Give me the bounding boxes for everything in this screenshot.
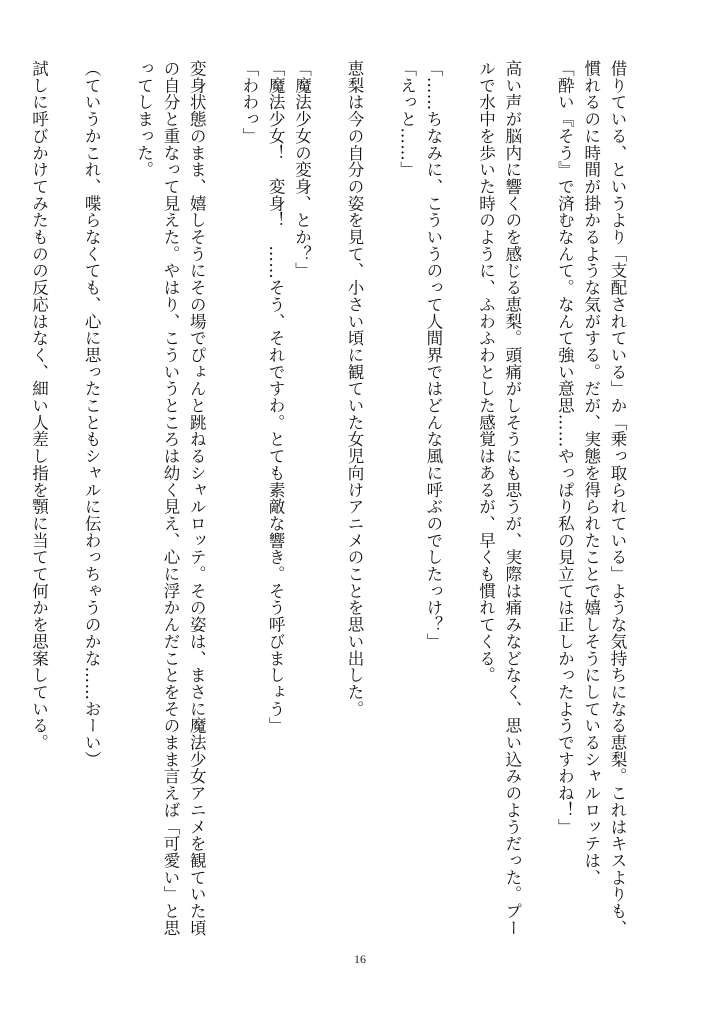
paragraph: 恵梨は今の自分の姿を見て、小さい頃に観ていた女児向けアニメのことを思い出した。 — [345, 60, 365, 718]
paragraph: 「魔法少女の変身、とか？」 — [292, 60, 312, 280]
paragraph: 「魔法少女！ 変身！ ……そう、それですわ。とても素敵な響き。そう呼びましょう」 — [266, 60, 286, 734]
blank-line — [51, 60, 77, 940]
blank-line — [525, 60, 551, 940]
vertical-body-text — [29, 60, 630, 940]
blank-line — [209, 60, 235, 940]
paragraph: 借りている、というより「支配されている」か「乗っ取られている」ような気持ちになる恵梨。これはキスよりも、慣れるのに時間が掛かるような気がする。だが、実態を得られたことで嬉しそうにしているシャルロッテは、 — [581, 60, 627, 937]
blank-line — [314, 60, 340, 940]
paragraph: 「わわっ」 — [239, 60, 259, 145]
paragraph: 「……ちなみに、こういうのって人間界ではどんな風に呼ぶのでしたっけ？」 — [423, 60, 443, 650]
paragraph: （ていうかこれ、喋らなくても、心に思ったこともシャルに伝わっちゃうのかな……おーい） — [82, 60, 102, 768]
page-number: 16 — [354, 952, 366, 966]
paragraph: 試しに呼びかけてみたものの反応はなく、細い人差し指を顎に当てて何かを思案している。 — [29, 60, 49, 751]
paragraph: 高い声が脳内に響くのを感じる恵梨。頭痛がしそうにも思うが、実際は痛みなどなく、思い込みのようだった。プールで水中を歩いた時のように、ふわふわとした感覚はあるが、早くも慣れてくる。 — [476, 60, 522, 937]
paragraph: 変身状態のまま、嬉しそうにその場でぴょんと跳ねるシャルロッテ。その姿は、まさに魔法少女アニメを観ていた頃の自分と重なって見えた。やはり、こういうところは幼く見え、心に浮かんだことをそのまま言えば「可愛い」と思ってしまった。 — [134, 60, 207, 937]
blank-line — [104, 60, 130, 940]
paragraph: 「酔い『そう』で済むなんて。なんて強い意思……やっぱり私の見立ては正しかったようですわね！」 — [555, 60, 575, 836]
paragraph: 「えっと……」 — [397, 60, 417, 178]
blank-line — [446, 60, 472, 940]
blank-line — [367, 60, 393, 940]
